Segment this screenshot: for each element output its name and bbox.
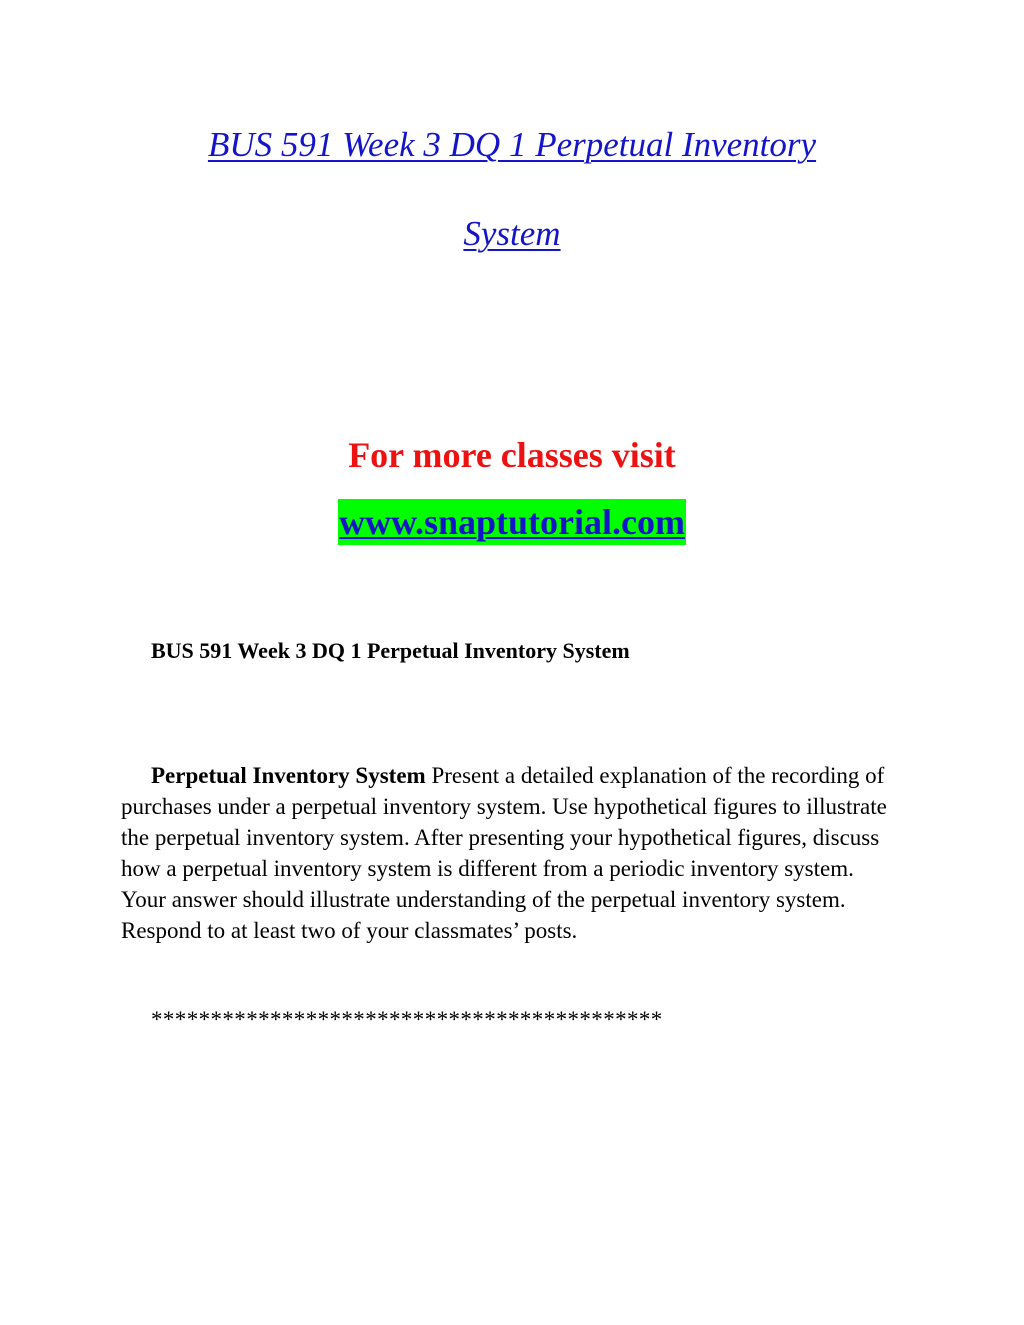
title-link-line-1[interactable]: BUS 591 Week 3 DQ 1 Perpetual Inventory <box>207 125 817 164</box>
body-lead: Perpetual Inventory System <box>151 763 426 788</box>
site-link[interactable]: www.snaptutorial.com <box>338 499 686 545</box>
site-link-container <box>0 499 1024 545</box>
body-text: Present a detailed explanation of the recording of purchases under a perpetual inventory system. Use hypothetical figures to illustrate the perpetual inventory system. After presenting your hypothetical figures, discuss how a perpetual inventory system is different from a periodic inventory system. Your answer should illustrate understanding of the perpetual inventory system. Respond to at least two of your classmates’ posts. <box>121 763 887 943</box>
title-link-line-2[interactable]: System <box>463 214 561 253</box>
visit-heading: For more classes visit <box>348 435 676 475</box>
body-paragraph <box>121 760 901 946</box>
separator-line: ******************************************* <box>151 1007 663 1032</box>
document-subtitle: BUS 591 Week 3 DQ 1 Perpetual Inventory System <box>151 638 630 663</box>
